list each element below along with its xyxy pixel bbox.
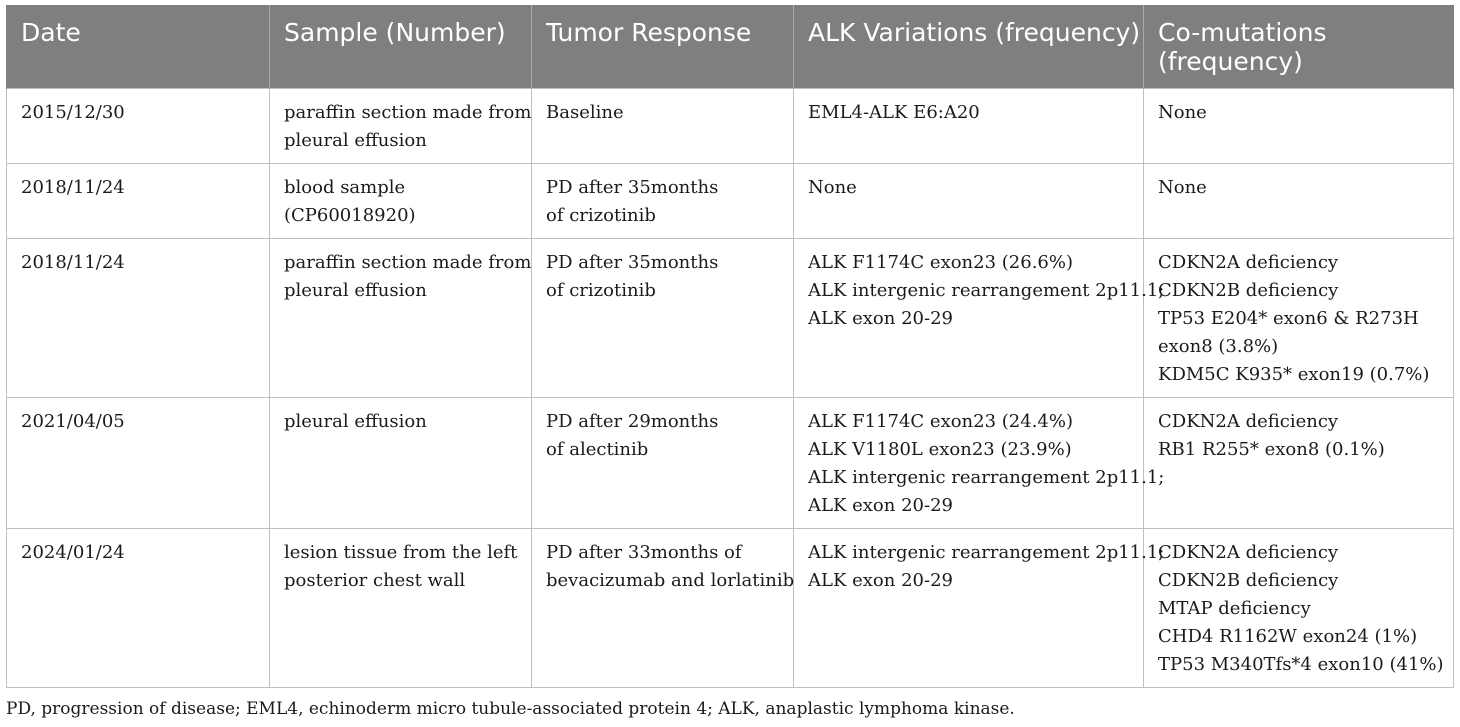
- table-body: [7, 89, 1454, 688]
- cell-text-line: blood sample: [284, 177, 406, 198]
- cell-text-line: 2015/12/30: [21, 102, 125, 123]
- cell-text-line: None: [808, 177, 857, 198]
- cell-text-line: of crizotinib: [546, 205, 656, 226]
- cell-text-line: ALK exon 20-29: [808, 570, 953, 591]
- cell-text-line: pleural effusion: [284, 411, 427, 432]
- cell-text-line: PD after 35months: [546, 177, 719, 198]
- cell-text-line: 2024/01/24: [21, 542, 125, 563]
- cell-text-line: lesion tissue from the left: [284, 542, 518, 563]
- sample-cell: [270, 529, 532, 688]
- alk-variations-cell: [794, 164, 1144, 239]
- cell-text-line: 2018/11/24: [21, 177, 125, 198]
- header-sample: [270, 5, 532, 89]
- cell-text-line: EML4-ALK E6:A20: [808, 102, 980, 123]
- date-cell: [7, 164, 270, 239]
- cell-text-line: None: [1158, 102, 1207, 123]
- cell-text-line: bevacizumab and lorlatinib: [546, 570, 795, 591]
- alk-variations-cell: [794, 89, 1144, 164]
- header-co-mutations: [1144, 5, 1454, 89]
- cell-text-line: CDKN2A deficiency: [1158, 252, 1339, 273]
- date-cell: [7, 529, 270, 688]
- header-text-line: Tumor Response: [546, 18, 752, 47]
- cell-text-line: pleural effusion: [284, 280, 427, 301]
- alk-variations-cell: [794, 529, 1165, 688]
- alk-variations-cell: [794, 239, 1165, 398]
- cell-text-line: ALK exon 20-29: [808, 495, 953, 516]
- cell-text-line: TP53 M340Tfs*4 exon10 (41%): [1158, 654, 1444, 675]
- cell-text-line: ALK V1180L exon23 (23.9%): [808, 439, 1072, 460]
- header-text-line: Date: [21, 18, 81, 47]
- co-mutations-cell: [1144, 239, 1454, 398]
- header-alk-variations: [794, 5, 1144, 89]
- cell-text-line: paraffin section made from: [284, 102, 532, 123]
- tumor-response-cell: [532, 164, 794, 239]
- table-footnote: PD, progression of disease; EML4, echinoderm micro tubule-associated protein 4; ALK, anaplastic lymphoma kinase.: [6, 699, 1015, 719]
- sample-cell: [270, 89, 532, 164]
- cell-text-line: ALK intergenic rearrangement 2p11.1;: [808, 542, 1165, 563]
- table-container: [6, 5, 1453, 688]
- co-mutations-cell: [1144, 398, 1454, 529]
- co-mutations-cell: [1144, 529, 1454, 688]
- cell-text-line: CDKN2B deficiency: [1158, 280, 1339, 301]
- cell-text-line: PD after 33months of: [546, 542, 742, 563]
- cell-text-line: MTAP deficiency: [1158, 598, 1311, 619]
- cell-text-line: ALK intergenic rearrangement 2p11.1;: [808, 280, 1165, 301]
- cell-text-line: PD after 29months: [546, 411, 719, 432]
- date-cell: [7, 239, 270, 398]
- cell-text-line: PD after 35months: [546, 252, 719, 273]
- cell-text-line: paraffin section made from: [284, 252, 532, 273]
- tumor-response-cell: [532, 89, 794, 164]
- header-row: [7, 5, 1454, 89]
- sample-cell: [270, 398, 532, 529]
- tumor-response-cell: [532, 239, 794, 398]
- mutation-table: [6, 5, 1454, 688]
- cell-text-line: None: [1158, 177, 1207, 198]
- cell-text-line: CDKN2A deficiency: [1158, 542, 1339, 563]
- cell-text-line: posterior chest wall: [284, 570, 466, 591]
- co-mutations-cell: [1144, 164, 1454, 239]
- header-text-line: Co-mutations: [1158, 18, 1327, 47]
- header-text-line: (frequency): [1158, 47, 1303, 76]
- table-row: [7, 89, 1454, 164]
- sample-cell: [270, 239, 532, 398]
- tumor-response-cell: [532, 398, 794, 529]
- tumor-response-cell: [532, 529, 794, 688]
- cell-text-line: exon8 (3.8%): [1158, 336, 1279, 357]
- table-row: [7, 529, 1454, 688]
- cell-text-line: of crizotinib: [546, 280, 656, 301]
- cell-text-line: CDKN2A deficiency: [1158, 411, 1339, 432]
- table-row: [7, 239, 1454, 398]
- header-text-line: Sample (Number): [284, 18, 506, 47]
- table-row: [7, 164, 1454, 239]
- cell-text-line: (CP60018920): [284, 205, 416, 226]
- cell-text-line: CHD4 R1162W exon24 (1%): [1158, 626, 1418, 647]
- header-text-line: ALK Variations (frequency): [808, 18, 1141, 47]
- cell-text-line: of alectinib: [546, 439, 649, 460]
- date-cell: [7, 89, 270, 164]
- cell-text-line: 2018/11/24: [21, 252, 125, 273]
- cell-text-line: pleural effusion: [284, 130, 427, 151]
- cell-text-line: ALK exon 20-29: [808, 308, 953, 329]
- alk-variations-cell: [794, 398, 1165, 529]
- cell-text-line: ALK intergenic rearrangement 2p11.1;: [808, 467, 1165, 488]
- cell-text-line: Baseline: [546, 102, 624, 123]
- cell-text-line: ALK F1174C exon23 (26.6%): [808, 252, 1073, 273]
- table-row: [7, 398, 1454, 529]
- date-cell: [7, 398, 270, 529]
- table-header: [7, 5, 1454, 89]
- cell-text-line: 2021/04/05: [21, 411, 125, 432]
- co-mutations-cell: [1144, 89, 1454, 164]
- header-date: [7, 5, 270, 89]
- cell-text-line: RB1 R255* exon8 (0.1%): [1158, 439, 1385, 460]
- cell-text-line: CDKN2B deficiency: [1158, 570, 1339, 591]
- cell-text-line: TP53 E204* exon6 & R273H: [1158, 308, 1419, 329]
- cell-text-line: ALK F1174C exon23 (24.4%): [808, 411, 1073, 432]
- sample-cell: [270, 164, 532, 239]
- header-tumor-response: [532, 5, 794, 89]
- cell-text-line: KDM5C K935* exon19 (0.7%): [1158, 364, 1430, 385]
